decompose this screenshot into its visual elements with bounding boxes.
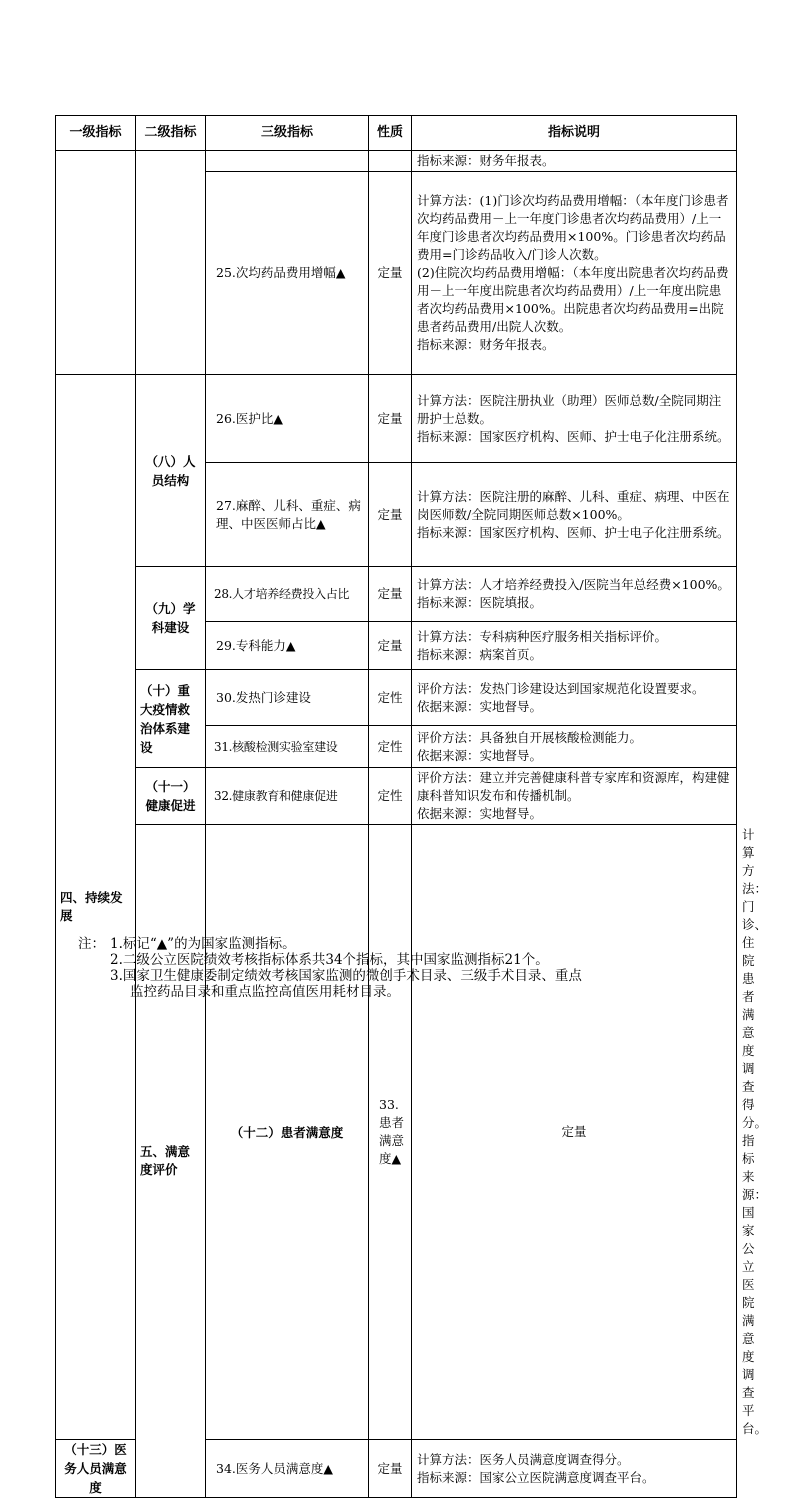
note-lead: 注： (78, 936, 105, 952)
level2-indicator: （十三）医务人员满意度 (56, 1440, 136, 1498)
note-row (78, 968, 738, 984)
description-line: 计算方法：专科病种医疗服务相关指标评价。 (417, 628, 668, 644)
description-cell (412, 375, 737, 463)
indicator-nature: 定性 (369, 670, 412, 726)
level2-indicator: （八）人员结构 (136, 375, 206, 567)
description-line: 计算方法：医院注册的麻醉、儿科、重症、病理、中医在岗医师数/全院同期医师总数×100%。 (417, 488, 730, 522)
indicator-table (55, 115, 768, 1498)
description-cell (412, 151, 737, 172)
description-cell (412, 463, 737, 567)
level2-indicator: （十二）患者满意度 (206, 825, 369, 1440)
indicator-name: 30.发热门诊建设 (206, 670, 369, 726)
note-1: 1.标记“▲”的为国家监测指标。 (110, 936, 296, 952)
indicator-nature: 定性 (369, 768, 412, 825)
indicator-name: 31.核酸检测实验室建设 (206, 726, 369, 768)
description-line: 指标来源：财务年报表。 (417, 337, 555, 352)
description-cell (412, 1440, 737, 1498)
note-indent (78, 968, 110, 984)
indicator-nature: 定量 (369, 172, 412, 375)
description-line: 指标来源：医院填报。 (417, 595, 543, 610)
table-row: 五、满意度评价 （十二）患者满意度 33.患者满意度▲ 定量 计算方法：门诊、住院患者满意度调查得分。 指标来源：国家公立医院满意度调查平台。 (56, 825, 737, 1440)
indicator-name: 25.次均药品费用增幅▲ (206, 172, 369, 375)
description-cell (412, 567, 737, 622)
description-line: 依据来源：实地督导。 (417, 747, 543, 763)
header-description: 指标说明 (412, 116, 737, 151)
header-level2: 二级指标 (136, 116, 206, 151)
note-3: 3.国家卫生健康委制定绩效考核国家监测的微创手术目录、三级手术目录、重点 (110, 968, 582, 984)
indicator-nature: 定量 (369, 622, 412, 670)
table-row (56, 151, 737, 172)
table-row (56, 567, 737, 622)
description-line: 依据来源：实地督导。 (417, 806, 543, 821)
indicator-name: 27.麻醉、儿科、重症、病理、中医医师占比▲ (206, 463, 369, 567)
indicator-name: 33.患者满意度▲ (369, 825, 412, 1440)
indicator-name: 32.健康教育和健康促进 (206, 768, 369, 825)
level3-cell-empty (206, 151, 369, 172)
level2-cell-empty (136, 151, 206, 375)
table-row (56, 375, 737, 463)
indicator-name: 29.专科能力▲ (206, 622, 369, 670)
description-cell (412, 172, 737, 375)
indicator-nature: 定量 (369, 567, 412, 622)
table-row (56, 768, 737, 825)
indicator-nature: 定性 (369, 726, 412, 768)
description-line: 指标来源：病案首页。 (417, 646, 543, 662)
table-header-row (56, 116, 737, 151)
description-line: 评价方法：具备独自开展核酸检测能力。 (417, 729, 643, 745)
level2-indicator: （九）学科建设 (136, 567, 206, 670)
header-level1: 一级指标 (56, 116, 136, 151)
note-row (78, 936, 738, 952)
level1-indicator: 四、持续发展 (56, 375, 136, 1440)
description-line: 评价方法：发热门诊建设达到国家规范化设置要求。 (417, 680, 705, 696)
level1-cell-empty (56, 151, 136, 375)
table-row (56, 670, 737, 726)
description-cell (412, 726, 737, 768)
description-line: 指标来源：国家医疗机构、医师、护士电子化注册系统。 (417, 524, 730, 540)
indicator-nature: 定量 (369, 375, 412, 463)
header-level3: 三级指标 (206, 116, 369, 151)
description-line: 指标来源：国家医疗机构、医师、护士电子化注册系统。 (417, 428, 730, 444)
description-line: (2)住院次均药品费用增幅：（本年度出院患者次均药品费用－上一年度出院患者次均药品费用）/上一年度出院患者次均药品费用×100%。出院患者次均药品费用=出院患者药品费用/出院人次数。 (417, 265, 729, 334)
indicator-name: 26.医护比▲ (206, 375, 369, 463)
nature-cell-empty (369, 151, 412, 172)
description-line: 计算方法：医务人员满意度调查得分。 (417, 1451, 630, 1467)
description-line: 计算方法：医院注册执业（助理）医师总数/全院同期注册护士总数。 (417, 392, 722, 426)
description-line: 依据来源：实地督导。 (417, 698, 543, 714)
description-line: 计算方法：(1)门诊次均药品费用增幅：（本年度门诊患者次均药品费用－上一年度门诊患者次均药品费用）/上一年度门诊患者次均药品费用×100%。门诊患者次均药品费用=门诊药品收入/门诊人次数。 (417, 193, 729, 262)
description-cell (412, 670, 737, 726)
description-cell (412, 768, 737, 825)
note-row (78, 952, 738, 968)
table-notes (78, 936, 738, 1000)
indicator-nature: 定量 (369, 1440, 412, 1498)
note-indent (78, 952, 110, 968)
indicator-name: 28.人才培养经费投入占比 (206, 567, 369, 622)
note-2: 2.二级公立医院绩效考核指标体系共34个指标，其中国家监测指标21个。 (110, 952, 549, 968)
indicator-name: 34.医务人员满意度▲ (206, 1440, 369, 1498)
description-line: 评价方法：建立并完善健康科普专家库和资源库，构建健康科普知识发布和传播机制。 (417, 770, 730, 803)
level1-indicator: 五、满意度评价 (136, 825, 206, 1498)
level2-indicator: （十一）健康促进 (136, 768, 206, 825)
indicator-nature: 定量 (369, 463, 412, 567)
header-nature: 性质 (369, 116, 412, 151)
description-line: 指标来源：国家公立医院满意度调查平台。 (417, 1469, 655, 1485)
description-cell (412, 622, 737, 670)
description-line: 指标来源：财务年报表。 (417, 153, 555, 168)
indicator-nature: 定量 (412, 825, 737, 1440)
note-3-continuation: 监控药品目录和重点监控高值医用耗材目录。 (130, 984, 400, 1000)
level2-indicator: （十）重大疫情救治体系建设 (136, 670, 206, 768)
description-line: 计算方法：人才培养经费投入/医院当年总经费×100%。 (417, 577, 730, 592)
